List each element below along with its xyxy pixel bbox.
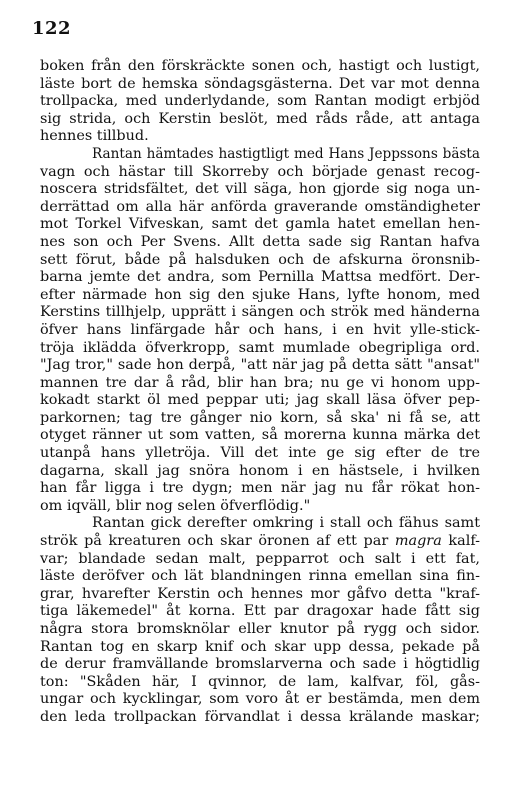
text-line: parkornen; tag tre gånger nio korn, så ska' ni få se, att: [40, 409, 480, 426]
page-number: 122: [32, 18, 72, 39]
text-line: mannen tre dar å råd, blir han bra; nu ge vi honom upp-: [40, 374, 480, 391]
text-line: några stora bromsknölar eller knutor på rygg och sidor.: [40, 621, 480, 637]
text-line: ton: "Skåden här, I qvinnor, de lam, kalfvar, föl, gås-: [40, 673, 480, 690]
text-line: öfver hans linfärgade hår och hans, i en hvit ylle-stick-: [40, 321, 480, 338]
text-line: boken från den förskräckte sonen och, hastigt och lustigt,: [40, 58, 480, 74]
text-line: derrättad om alla här anförda graverande omständigheter: [40, 198, 480, 215]
body-text: [40, 58, 480, 727]
italic-word: magra: [394, 533, 442, 550]
text-line: Rantan tog en skarp knif och skar upp dessa, pekade på: [40, 638, 480, 655]
text-line: otyget ränner ut som vatten, så morerna kunna märka det: [40, 427, 480, 444]
text-line: om iqväll, blir nog selen öfverflödig.": [40, 497, 311, 514]
text-line: tiga läkemedel" åt korna. Ett par dragoxar hade fått sig: [40, 603, 480, 620]
text-line: strök på kreaturen och skar öronen af ett par magra kalf-: [40, 533, 480, 550]
text-line: barna jemte det andra, som Pernilla Mattsa medfört. Der-: [40, 269, 480, 286]
text-line: var; blandade sedan malt, pepparrot och salt i ett fat,: [40, 550, 480, 567]
text-line: efter närmade hon sig den sjuke Hans, lyfte honom, med: [40, 286, 480, 303]
text-line: Kerstins tillhjelp, upprätt i sängen och strök med händerna: [40, 304, 480, 321]
text-line: "Jag tror," sade hon derpå, "att när jag på detta sätt "ansat": [40, 357, 480, 374]
text-line: de derur framvällande bromslarverna och sade i högtidlig: [40, 656, 480, 673]
text-line: nes son och Per Svens. Allt detta sade sig Rantan hafva: [40, 233, 480, 250]
text-line: den leda trollpackan förvandlat i dessa krälande maskar;: [40, 708, 480, 725]
text-line: utanpå hans ylletröja. Vill det inte ge sig efter de tre: [40, 445, 480, 462]
text-line: läste bort de hemska söndagsgästerna. Det var mot denna: [40, 75, 480, 92]
text-line: ungar och kycklingar, som voro åt er bestämda, men dem: [40, 691, 480, 708]
text-line: sett förut, både på halsduken och de afskurna öronsnib-: [40, 251, 480, 268]
text-line: grar, hvarefter Kerstin och hennes mor gåfvo detta "kraf-: [40, 585, 480, 602]
text-line: trollpacka, med underlydande, som Rantan modigt erbjöd: [40, 93, 480, 110]
text-line: tröja iklädda öfverkropp, samt mumlade obegripliga ord.: [40, 339, 480, 356]
text-line: läste deröfver och lät blandningen rinna emellan sina fin-: [40, 568, 480, 585]
text-line: mot Torkel Vifveskan, samt det gamla hatet emellan hen-: [40, 216, 480, 233]
text-line: han får ligga i tre dygn; men när jag nu får rökat hon-: [40, 480, 480, 497]
text-line: dagarna, skall jag snöra honom i en hästsele, i hvilken: [40, 462, 480, 479]
text-line: kokadt starkt öl med peppar uti; jag skall läsa öfver pep-: [40, 392, 480, 409]
text-line: hennes tillbud.: [40, 128, 149, 145]
text-line: vagn och hästar till Skorreby och började genast recog-: [40, 163, 480, 180]
text-line: sig strida, och Kerstin beslöt, med råds råde, att antaga: [40, 110, 480, 127]
text-line: Rantan gick derefter omkring i stall och fähus samt: [92, 515, 480, 532]
text-line: Rantan hämtades hastigtligt med Hans Jeppssons bästa: [92, 145, 480, 162]
text-line: noscera stridsfältet, det vill säga, hon gjorde sig noga un-: [40, 181, 480, 198]
